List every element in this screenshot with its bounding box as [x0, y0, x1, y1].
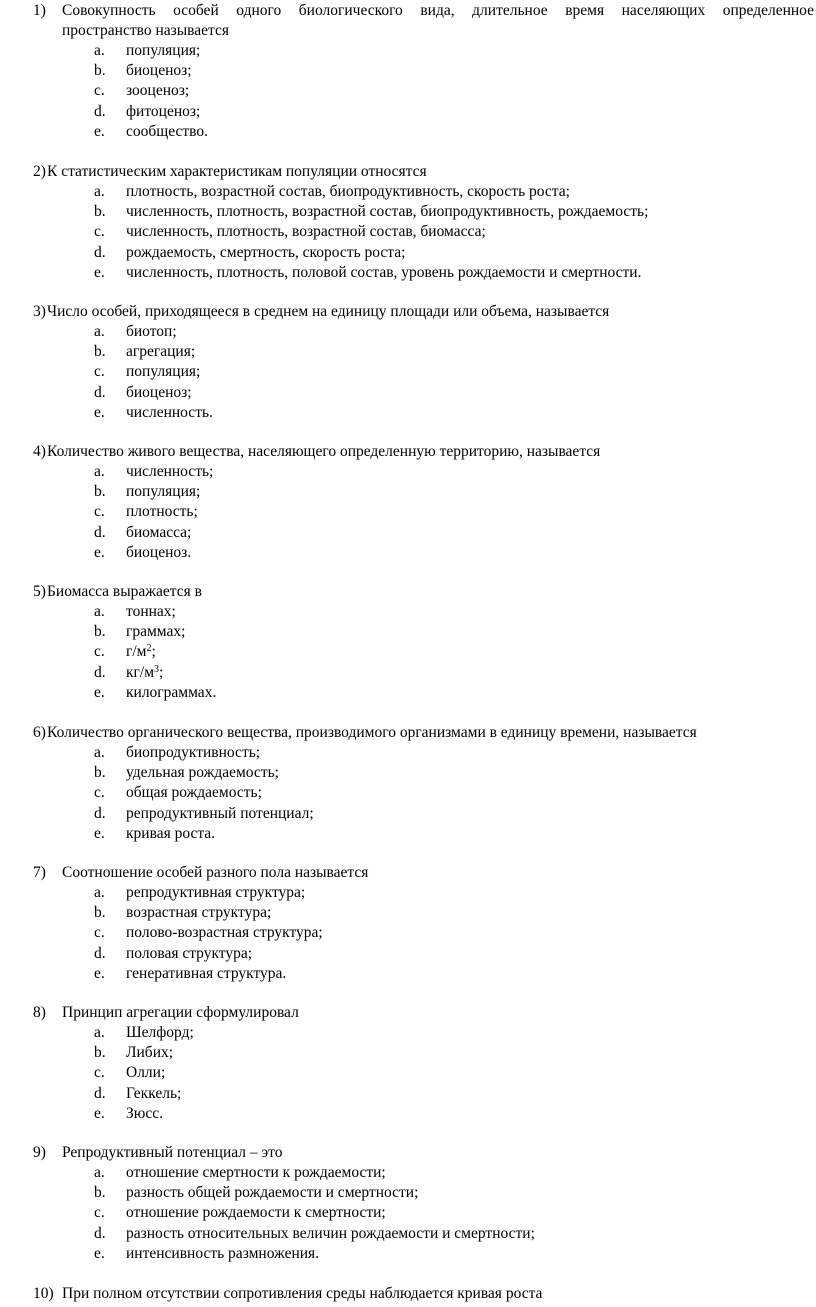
option-letter: d. — [94, 523, 106, 541]
option-letter: c. — [94, 503, 105, 521]
option-text: биопродуктивность; — [126, 744, 261, 761]
option-text: агрегация; — [126, 343, 196, 361]
answer-option — [0, 923, 816, 943]
option-letter: c. — [94, 223, 105, 241]
option-letter: b. — [94, 904, 106, 922]
answer-option — [0, 322, 816, 342]
option-text: плотность; — [126, 503, 198, 521]
question-text: Биомасса выражается в — [47, 583, 202, 600]
option-text: полово-возрастная структура; — [126, 924, 323, 942]
answer-option — [0, 1084, 816, 1104]
question-text: Репродуктивный потенциал – это — [62, 1144, 283, 1161]
option-text: тоннах; — [126, 603, 176, 620]
option-text — [126, 663, 163, 683]
option-text: Олли; — [126, 1064, 166, 1082]
option-letter: d. — [94, 102, 106, 120]
option-text: отношение смертности к рождаемости; — [126, 1164, 386, 1181]
option-letter: b. — [94, 1044, 106, 1062]
option-letter: e. — [94, 1244, 105, 1262]
option-letter: c. — [94, 1064, 105, 1082]
option-text: численность, плотность, половой состав, уровень рождаемости и смертности. — [126, 263, 642, 281]
question-number: 3) — [33, 303, 46, 320]
option-text: биотоп; — [126, 323, 177, 340]
question-number: 10) — [33, 1285, 54, 1302]
answer-option — [0, 41, 816, 61]
answer-option — [0, 642, 816, 662]
question-number: 2) — [33, 163, 46, 180]
answer-option — [0, 202, 816, 222]
question-number: 5) — [33, 583, 46, 600]
answer-option — [0, 81, 816, 101]
option-letter: d. — [94, 383, 106, 401]
question-text-continued: пространство называется — [62, 22, 229, 39]
question-number: 8) — [33, 1004, 46, 1021]
answer-option — [0, 1063, 816, 1083]
option-text: генеративная структура. — [126, 964, 287, 982]
question-1 — [0, 1, 816, 142]
option-text: биоценоз; — [126, 62, 192, 80]
option-letter: e. — [94, 403, 105, 421]
option-letter: d. — [94, 1224, 106, 1242]
unit-base: г/м — [126, 643, 147, 661]
question-number: 6) — [33, 724, 46, 741]
option-letter: d. — [94, 944, 106, 962]
option-text: разность относительных величин рождаемости и смертности; — [126, 1224, 535, 1242]
option-letter: b. — [94, 483, 106, 501]
answer-option — [0, 964, 816, 984]
option-text: граммах; — [126, 623, 186, 641]
answer-option — [0, 122, 816, 142]
option-letter: c. — [94, 924, 105, 942]
option-letter: e. — [94, 1104, 105, 1122]
option-letter: b. — [94, 1184, 106, 1202]
option-letter: a. — [94, 1164, 105, 1181]
option-text: кривая роста. — [126, 824, 216, 842]
option-letter: d. — [94, 804, 106, 822]
question-text: Соотношение особей разного пола называется — [62, 864, 369, 881]
option-letter: e. — [94, 964, 105, 982]
option-text: фитоценоз; — [126, 102, 201, 120]
question-text: При полном отсутствии сопротивления среды наблюдается кривая роста — [62, 1285, 543, 1302]
option-letter: a. — [94, 463, 105, 480]
option-letter: a. — [94, 1024, 105, 1041]
question-3 — [0, 302, 816, 423]
option-letter: b. — [94, 203, 106, 221]
option-text — [126, 642, 156, 662]
answer-option — [0, 342, 816, 362]
option-text: интенсивность размножения. — [126, 1244, 320, 1262]
unit-base: кг/м — [126, 663, 155, 681]
option-text: популяция; — [126, 363, 201, 381]
option-letter: e. — [94, 683, 105, 701]
question-text: Количество живого вещества, населяющего определенную территорию, называется — [47, 443, 601, 460]
question-2 — [0, 162, 816, 283]
answer-option — [0, 102, 816, 122]
option-letter: e. — [94, 543, 105, 561]
answer-option — [0, 1023, 816, 1043]
question-number: 4) — [33, 443, 46, 460]
option-text: Зюсс. — [126, 1104, 163, 1122]
answer-option — [0, 403, 816, 423]
option-text: отношение рождаемости к смертности; — [126, 1204, 386, 1222]
option-letter: c. — [94, 1204, 105, 1222]
question-8 — [0, 1003, 816, 1124]
answer-option — [0, 1104, 816, 1124]
question-text: Количество органического вещества, производимого организмами в единицу времени, называется — [47, 724, 697, 741]
option-text: плотность, возрастной состав, биопродуктивность, скорость роста; — [126, 183, 570, 200]
option-text: репродуктивный потенциал; — [126, 804, 314, 822]
answer-option — [0, 824, 816, 844]
answer-option — [0, 602, 816, 622]
answer-option — [0, 763, 816, 783]
option-letter: a. — [94, 42, 105, 59]
unit-punct: ; — [159, 663, 164, 681]
answer-option — [0, 903, 816, 923]
question-10 — [0, 1284, 816, 1304]
question-text: Совокупность особей одного биологического вида, длительное время населяющих определенное — [62, 2, 814, 19]
option-letter: d. — [94, 243, 106, 261]
answer-option — [0, 1043, 816, 1063]
option-letter: e. — [94, 122, 105, 140]
answer-option — [0, 502, 816, 522]
option-text: численность. — [126, 403, 213, 421]
answer-option — [0, 743, 816, 763]
answer-option — [0, 182, 816, 202]
question-7 — [0, 863, 816, 984]
answer-option — [0, 1203, 816, 1223]
answer-option — [0, 883, 816, 903]
option-letter: a. — [94, 744, 105, 761]
option-text: рождаемость, смертность, скорость роста; — [126, 243, 406, 261]
option-text: численность; — [126, 463, 214, 480]
option-letter: e. — [94, 824, 105, 842]
answer-option — [0, 61, 816, 81]
option-text: биоценоз. — [126, 543, 192, 561]
question-number: 1) — [33, 2, 46, 19]
answer-option — [0, 543, 816, 563]
question-number: 7) — [33, 864, 46, 881]
question-6 — [0, 723, 816, 844]
answer-option — [0, 362, 816, 382]
option-letter: a. — [94, 323, 105, 340]
unit-punct: ; — [151, 643, 156, 661]
question-4 — [0, 442, 816, 563]
answer-option — [0, 523, 816, 543]
option-text: репродуктивная структура; — [126, 884, 306, 901]
option-text: Либих; — [126, 1044, 174, 1062]
unit-exponent: 3 — [154, 663, 160, 675]
option-letter: d. — [94, 1084, 106, 1102]
answer-option — [0, 683, 816, 703]
question-text: Число особей, приходящееся в среднем на единицу площади или объема, называется — [47, 303, 610, 320]
option-text: популяция; — [126, 483, 201, 501]
option-text: биоценоз; — [126, 383, 192, 401]
option-letter: a. — [94, 183, 105, 200]
question-9 — [0, 1143, 816, 1264]
option-text: биомасса; — [126, 523, 192, 541]
option-text: Шелфорд; — [126, 1024, 194, 1041]
option-letter: a. — [94, 884, 105, 901]
answer-option — [0, 383, 816, 403]
answer-option — [0, 462, 816, 482]
option-text: возрастная структура; — [126, 904, 272, 922]
question-text: Принцип агрегации сформулировал — [62, 1004, 299, 1021]
option-text: численность, плотность, возрастной состав, биомасса; — [126, 223, 486, 241]
option-text: общая рождаемость; — [126, 784, 262, 802]
answer-option — [0, 222, 816, 242]
option-letter: d. — [94, 663, 106, 681]
option-text: килограммах. — [126, 683, 217, 701]
option-text: зооценоз; — [126, 82, 190, 100]
option-text: удельная рождаемость; — [126, 764, 279, 782]
option-letter: c. — [94, 643, 105, 661]
option-letter: b. — [94, 343, 106, 361]
answer-option — [0, 663, 816, 683]
answer-option — [0, 243, 816, 263]
answer-option — [0, 804, 816, 824]
option-letter: b. — [94, 623, 106, 641]
option-letter: c. — [94, 82, 105, 100]
option-text: популяция; — [126, 42, 201, 59]
answer-option — [0, 783, 816, 803]
option-letter: a. — [94, 603, 105, 620]
option-text: половая структура; — [126, 944, 253, 962]
answer-option — [0, 263, 816, 283]
answer-option — [0, 944, 816, 964]
question-text: К статистическим характеристикам популяции относятся — [47, 163, 427, 180]
question-number: 9) — [33, 1144, 46, 1161]
answer-option — [0, 1183, 816, 1203]
answer-option — [0, 482, 816, 502]
answer-option — [0, 1244, 816, 1264]
answer-option — [0, 1163, 816, 1183]
option-letter: b. — [94, 62, 106, 80]
option-text: численность, плотность, возрастной состав, биопродуктивность, рождаемость; — [126, 203, 649, 221]
option-letter: b. — [94, 764, 106, 782]
answer-option — [0, 1224, 816, 1244]
unit-exponent: 2 — [146, 643, 152, 655]
option-letter: e. — [94, 263, 105, 281]
option-text: Геккель; — [126, 1084, 182, 1102]
option-letter: c. — [94, 363, 105, 381]
question-5 — [0, 582, 816, 703]
option-letter: c. — [94, 784, 105, 802]
answer-option — [0, 622, 816, 642]
option-text: разность общей рождаемости и смертности; — [126, 1184, 419, 1202]
option-text: сообщество. — [126, 122, 208, 140]
